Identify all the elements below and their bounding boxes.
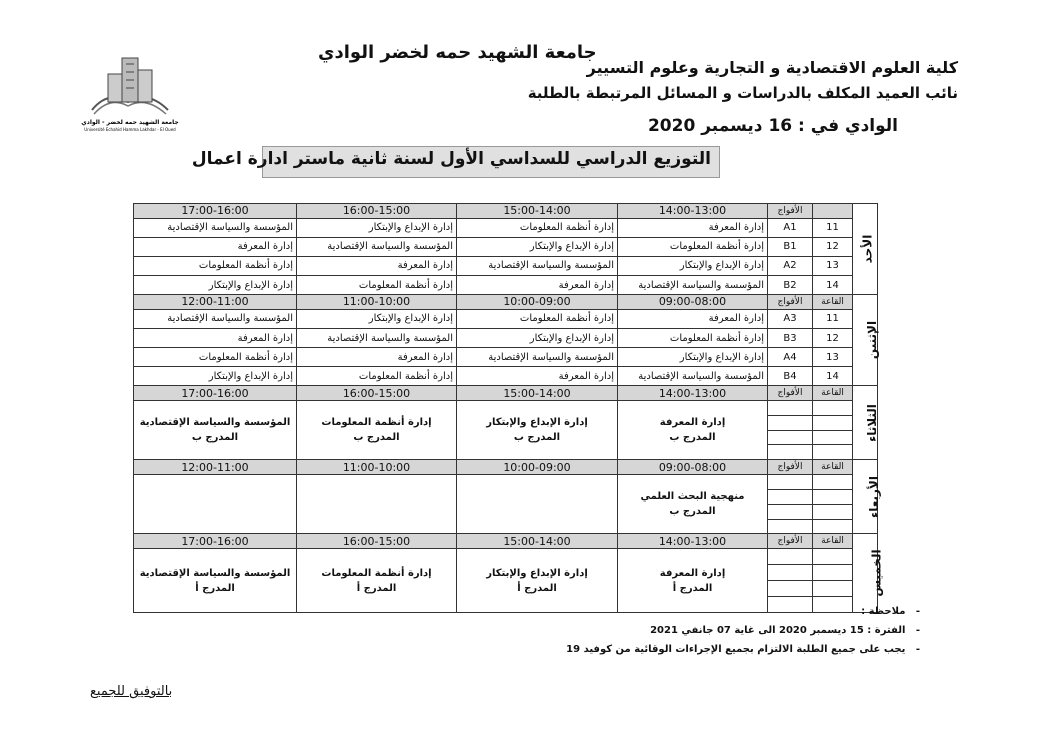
- course-cell: إدارة الإبداع والإبتكار: [134, 276, 297, 295]
- group-cell: A4: [768, 348, 813, 367]
- time-header: 14:00-13:00: [618, 534, 768, 549]
- group-cell: B3: [768, 328, 813, 347]
- course-cell: إدارة أنظمة المعلومات: [457, 218, 618, 237]
- lecture-cell: إدارة الإبداع والإبتكار المدرج ب: [457, 400, 618, 459]
- day-tuesday: الثلاثاء: [853, 386, 878, 460]
- empty-cell: [813, 565, 853, 581]
- group-cell: A3: [768, 309, 813, 328]
- course-cell: المؤسسة والسياسة الإقتصادية: [297, 328, 457, 347]
- room-cell: 12: [813, 328, 853, 347]
- empty-cell: [457, 475, 618, 534]
- empty-cell: [768, 549, 813, 565]
- empty-cell: [813, 415, 853, 430]
- room-cell: 13: [813, 348, 853, 367]
- empty-cell: [768, 400, 813, 415]
- empty-cell: [768, 565, 813, 581]
- room-cell: 13: [813, 256, 853, 275]
- schedule-table: [133, 203, 884, 613]
- groups-header: الأفواج: [768, 295, 813, 310]
- empty-cell: [134, 475, 297, 534]
- room-header: القاعة: [813, 534, 853, 549]
- time-header: 12:00-11:00: [134, 460, 297, 475]
- notes-heading: - ملاحظة :: [861, 606, 920, 617]
- date-line: الوادي في : 16 ديسمبر 2020: [647, 116, 898, 136]
- time-header: 16:00-15:00: [297, 534, 457, 549]
- time-header: 14:00-13:00: [618, 386, 768, 401]
- groups-header: الأفواج: [768, 534, 813, 549]
- course-cell: المؤسسة والسياسة الإقتصادية: [297, 237, 457, 256]
- course-cell: المؤسسة والسياسة الإقتصادية: [457, 256, 618, 275]
- course-cell: المؤسسة والسياسة الإقتصادية: [457, 348, 618, 367]
- room-header: [813, 204, 853, 219]
- room-cell: 14: [813, 276, 853, 295]
- title-banner: [191, 146, 720, 178]
- room-cell: 12: [813, 237, 853, 256]
- course-cell: إدارة الإبداع والإبتكار: [457, 237, 618, 256]
- lecture-cell: المؤسسة والسياسة الإقتصادية المدرج أ: [134, 549, 297, 613]
- lecture-cell: إدارة أنظمة المعلومات المدرج ب: [297, 400, 457, 459]
- lecture-cell: إدارة المعرفة المدرج أ: [618, 549, 768, 613]
- university-name: جامعة الشهيد حمه لخضر الوادي: [318, 42, 597, 63]
- time-header: 09:00-08:00: [618, 295, 768, 310]
- course-cell: المؤسسة والسياسة الإقتصادية: [618, 276, 768, 295]
- room-cell: 11: [813, 218, 853, 237]
- groups-header: الأفواج: [768, 204, 813, 219]
- course-cell: إدارة أنظمة المعلومات: [618, 237, 768, 256]
- groups-header: الأفواج: [768, 386, 813, 401]
- course-cell: المؤسسة والسياسة الإقتصادية: [134, 309, 297, 328]
- time-header: 10:00-09:00: [457, 295, 618, 310]
- lecture-cell: منهجية البحث العلمي المدرج ب: [618, 475, 768, 534]
- lecture-cell: المؤسسة والسياسة الإقتصادية المدرج ب: [134, 400, 297, 459]
- group-cell: B1: [768, 237, 813, 256]
- empty-cell: [768, 415, 813, 430]
- course-cell: إدارة الإبداع والإبتكار: [134, 367, 297, 386]
- course-cell: المؤسسة والسياسة الإقتصادية: [134, 218, 297, 237]
- room-header: القاعة: [813, 460, 853, 475]
- time-header: 15:00-14:00: [457, 204, 618, 219]
- course-cell: إدارة المعرفة: [457, 367, 618, 386]
- day-sunday: الأحد: [853, 204, 878, 295]
- empty-cell: [813, 489, 853, 504]
- logo-caption-fr: Université Echahid Hamma Lakhdar - El Oued: [84, 127, 176, 132]
- course-cell: إدارة أنظمة المعلومات: [134, 256, 297, 275]
- empty-cell: [813, 581, 853, 597]
- course-cell: إدارة الإبداع والإبتكار: [297, 218, 457, 237]
- course-cell: إدارة المعرفة: [134, 237, 297, 256]
- notes-section: [566, 602, 920, 659]
- time-header: 14:00-13:00: [618, 204, 768, 219]
- room-cell: 14: [813, 367, 853, 386]
- course-cell: إدارة المعرفة: [618, 218, 768, 237]
- group-cell: A2: [768, 256, 813, 275]
- empty-cell: [813, 445, 853, 460]
- day-wednesday: الأربعاء: [853, 460, 878, 534]
- course-cell: إدارة أنظمة المعلومات: [297, 276, 457, 295]
- room-cell: 11: [813, 309, 853, 328]
- group-cell: B4: [768, 367, 813, 386]
- empty-cell: [768, 581, 813, 597]
- time-header: 15:00-14:00: [457, 386, 618, 401]
- note-period: - الفترة : 15 ديسمبر 2020 الى غاية 07 جانفي 2021: [650, 625, 920, 636]
- empty-cell: [768, 430, 813, 445]
- lecture-cell: إدارة الإبداع والإبتكار المدرج أ: [457, 549, 618, 613]
- day-thursday: الخميس: [853, 534, 878, 613]
- course-cell: إدارة أنظمة المعلومات: [618, 328, 768, 347]
- time-header: 17:00-16:00: [134, 534, 297, 549]
- lecture-cell: إدارة أنظمة المعلومات المدرج أ: [297, 549, 457, 613]
- course-cell: إدارة أنظمة المعلومات: [134, 348, 297, 367]
- course-cell: إدارة الإبداع والإبتكار: [297, 309, 457, 328]
- lecture-cell: إدارة المعرفة المدرج ب: [618, 400, 768, 459]
- university-logo-icon: [81, 50, 179, 134]
- course-cell: إدارة الإبداع والإبتكار: [618, 256, 768, 275]
- empty-cell: [813, 475, 853, 490]
- deputy-dean-title: نائب العميد المكلف بالدراسات و المسائل المرتبطة بالطلبة: [527, 84, 958, 102]
- course-cell: إدارة المعرفة: [297, 256, 457, 275]
- time-header: 17:00-16:00: [134, 386, 297, 401]
- time-header: 11:00-10:00: [297, 295, 457, 310]
- group-cell: A1: [768, 218, 813, 237]
- empty-cell: [768, 475, 813, 490]
- time-header: 16:00-15:00: [297, 204, 457, 219]
- time-header: 11:00-10:00: [297, 460, 457, 475]
- note-covid: - يجب على جميع الطلبة الالتزام بجميع الإجراءات الوقائية من كوفيد 19: [566, 644, 920, 655]
- course-cell: إدارة الإبداع والإبتكار: [457, 328, 618, 347]
- time-header: 12:00-11:00: [134, 295, 297, 310]
- empty-cell: [813, 430, 853, 445]
- closing-wish: بالتوفيق للجميع: [90, 684, 173, 699]
- empty-cell: [813, 504, 853, 519]
- course-cell: المؤسسة والسياسة الإقتصادية: [618, 367, 768, 386]
- course-cell: إدارة المعرفة: [134, 328, 297, 347]
- course-cell: إدارة المعرفة: [297, 348, 457, 367]
- college-name: كلية العلوم الاقتصادية و التجارية وعلوم التسيير: [586, 58, 958, 77]
- empty-cell: [813, 549, 853, 565]
- empty-cell: [768, 489, 813, 504]
- time-header: 09:00-08:00: [618, 460, 768, 475]
- time-header: 17:00-16:00: [134, 204, 297, 219]
- room-header: القاعة: [813, 386, 853, 401]
- course-cell: إدارة أنظمة المعلومات: [457, 309, 618, 328]
- course-cell: إدارة أنظمة المعلومات: [297, 367, 457, 386]
- room-header: القاعة: [813, 295, 853, 310]
- logo-caption-ar: جامعة الشهيد حمه لخضر - الوادي: [81, 119, 179, 126]
- groups-header: الأفواج: [768, 460, 813, 475]
- empty-cell: [768, 445, 813, 460]
- empty-cell: [813, 400, 853, 415]
- course-cell: إدارة المعرفة: [618, 309, 768, 328]
- time-header: 10:00-09:00: [457, 460, 618, 475]
- course-cell: إدارة الإبداع والإبتكار: [618, 348, 768, 367]
- empty-cell: [768, 504, 813, 519]
- time-header: 16:00-15:00: [297, 386, 457, 401]
- empty-cell: [297, 475, 457, 534]
- empty-cell: [813, 519, 853, 534]
- time-header: 15:00-14:00: [457, 534, 618, 549]
- group-cell: B2: [768, 276, 813, 295]
- course-cell: إدارة المعرفة: [457, 276, 618, 295]
- page-title: التوزيع الدراسي للسداسي الأول لسنة ثانية ماستر ادارة اعمال: [191, 149, 711, 169]
- empty-cell: [768, 519, 813, 534]
- day-monday: الإثنين: [853, 295, 878, 386]
